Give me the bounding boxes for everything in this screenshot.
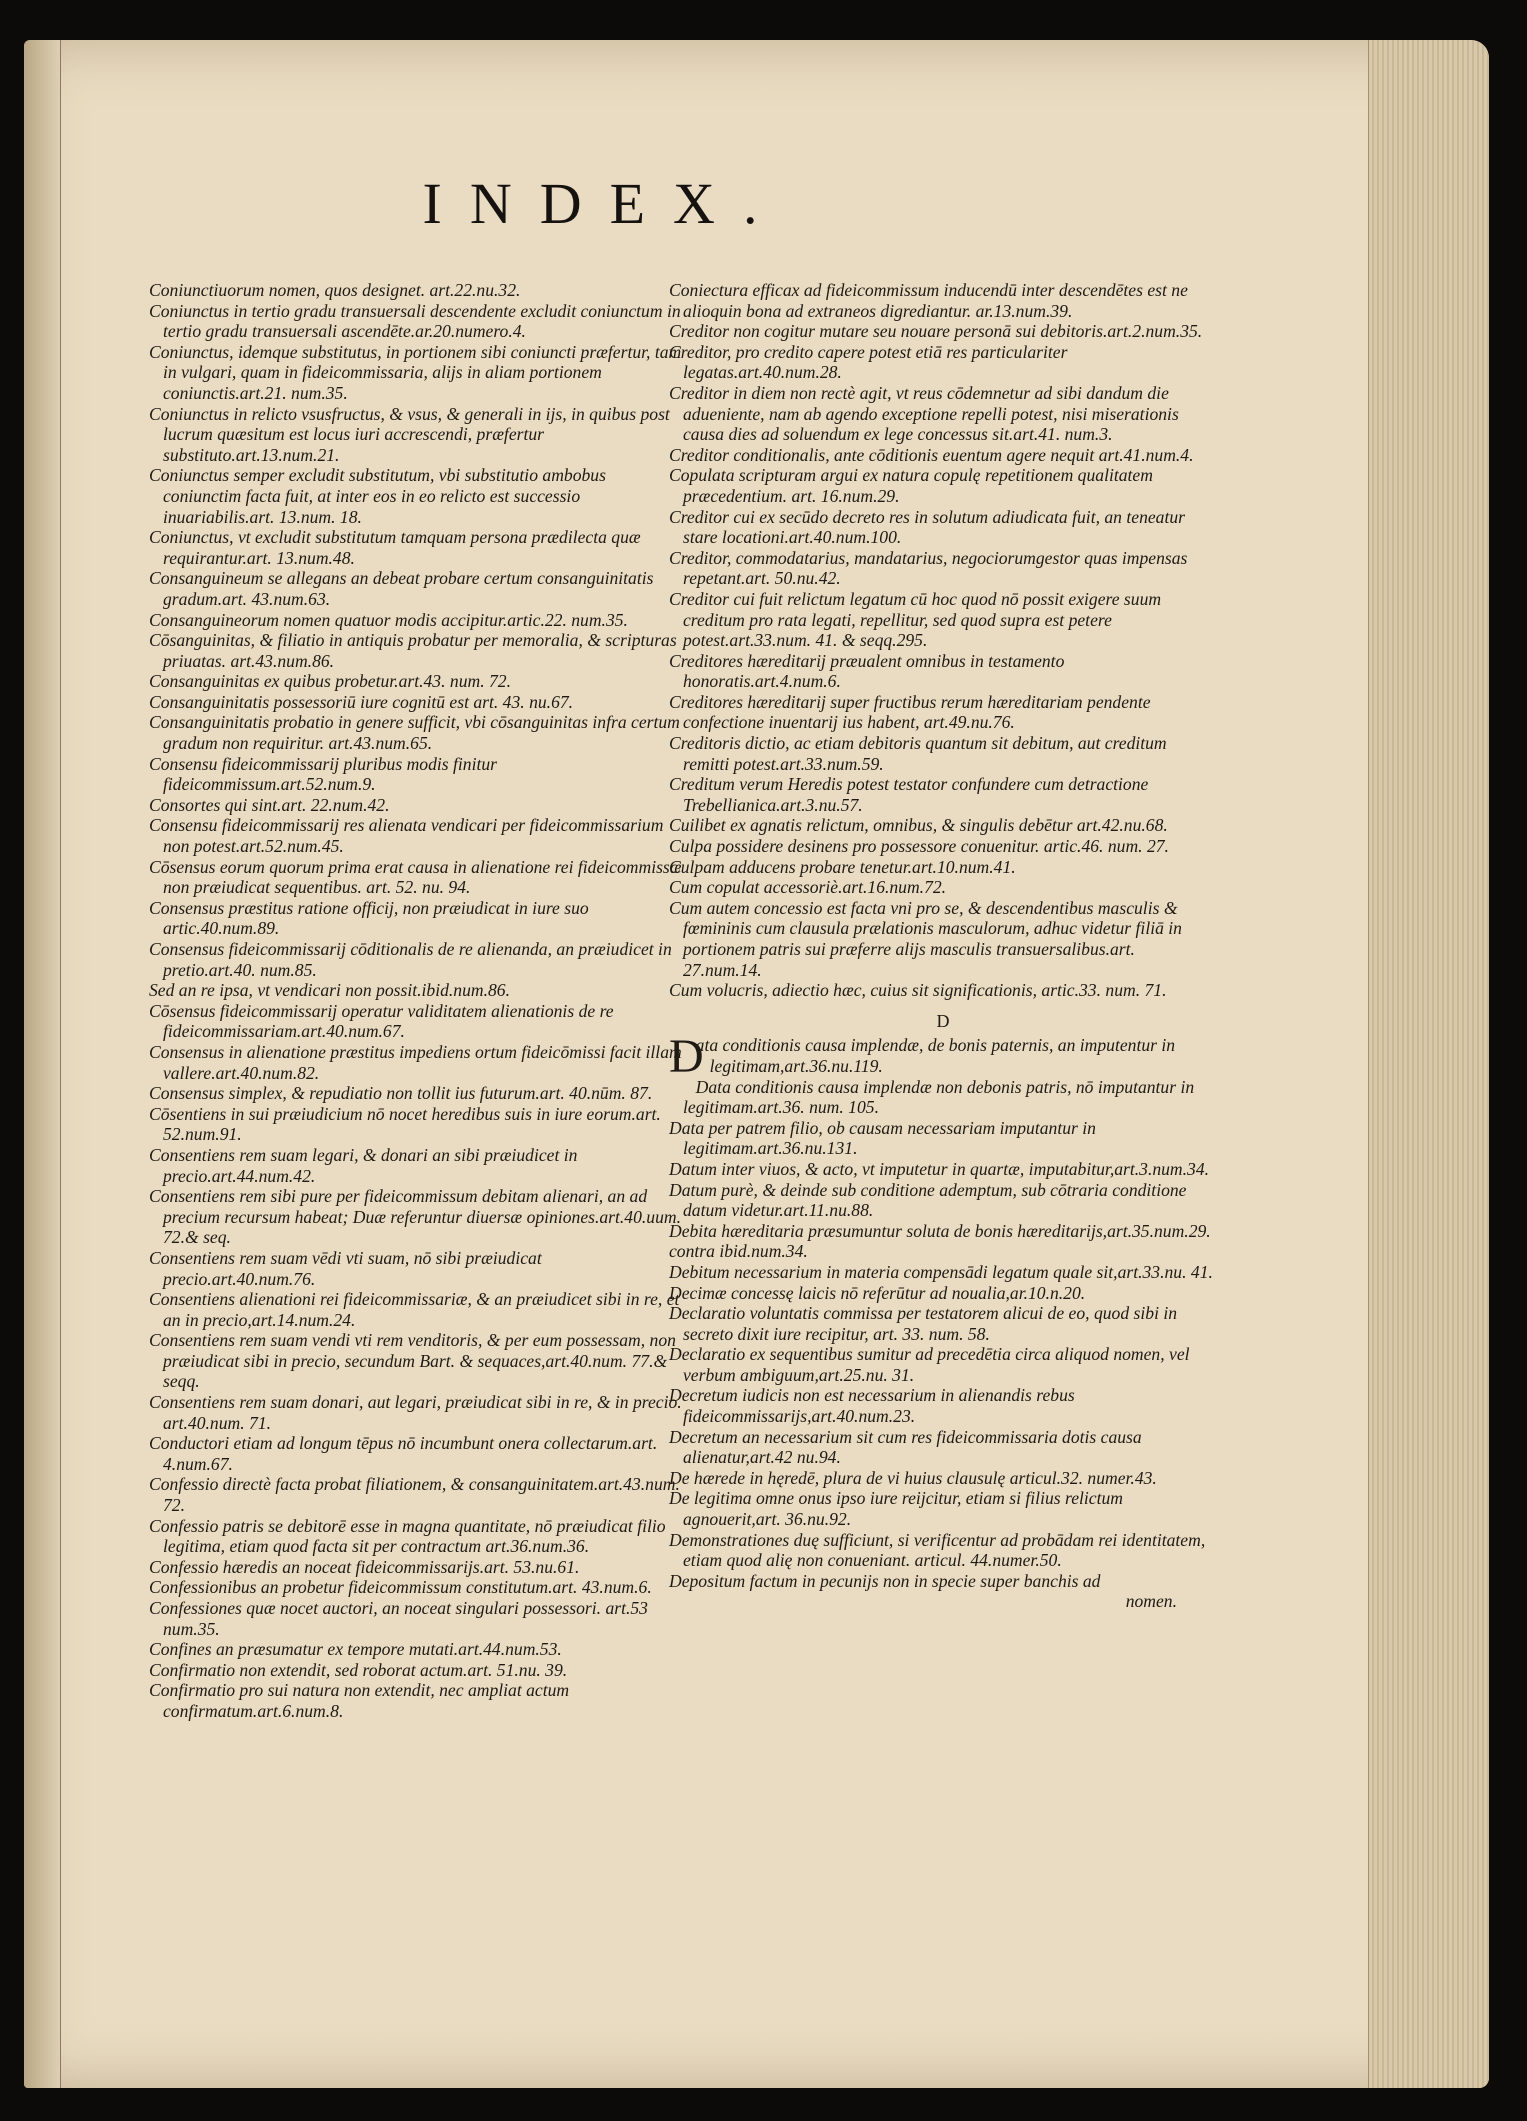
index-entry: Confirmatio non extendit, sed roborat actum.art. 51.nu. 39.	[149, 1659, 568, 1680]
index-entry: Confessio patris se debitorē esse in magna quantitate, nō præiudicat filio legitima, etiam quod facta sit per contractum art.36.num.36.	[149, 1515, 666, 1557]
index-entry: Consensus simplex, & repudiatio non tollit ius futurum.art. 40.nūm. 87.	[149, 1083, 653, 1104]
right-column	[669, 280, 1217, 1612]
index-entry: Coniunctus, vt excludit substitutum tamquam persona prædilecta quæ requirantur.art. 13.num.48.	[149, 527, 641, 568]
index-entry: Consentiens rem sibi pure per fideicommissum debitam alienari, an ad precium recursum habeat; Duæ referuntur diuersæ opiniones.art.40.uum. 72.& seq.	[149, 1186, 682, 1248]
index-entry: Consanguinitatis probatio in genere sufficit, vbi cōsanguinitas infra certum gradum non requiritur. art.43.num.65.	[149, 712, 680, 754]
index-entry: Consanguinitas ex quibus probetur.art.43. num. 72.	[149, 671, 511, 692]
index-entry: Cum autem concessio est facta vni pro se, & descendentibus masculis & fœmininis cum clausula prælationis masculorum, adhuc videtur filiā in portionem patris sui præferre alijs masculis transuersalibus.art. 27.num.14.	[669, 897, 1182, 980]
index-entry: Datum purè, & deinde sub conditione ademptum, sub cōtraria conditione datum videtur.art.11.nu.88.	[669, 1179, 1187, 1221]
index-entry: Datum inter viuos, & acto, vt imputetur in quartæ, imputabitur,art.3.num.34.	[669, 1158, 1210, 1179]
index-entry: Coniunctus in relicto vsusfructus, & vsus, & generali in ijs, in quibus post lucrum quæsitum est locus iuri accrescendi, præfertur substituto.art.13.num.21.	[149, 403, 670, 465]
index-entry: Consentiens alienationi rei fideicommissariæ, & an præiudicet sibi in re, et an in precio,art.14.num.24.	[149, 1289, 680, 1330]
index-entry: Cum copulat accessoriè.art.16.num.72.	[669, 877, 947, 898]
index-entry: Consentiens rem suam vēdi vti suam, nō sibi præiudicat precio.art.40.num.76.	[149, 1247, 542, 1289]
index-entry: Confessiones quæ nocet auctori, an noceat singulari possessori. art.53 num.35.	[149, 1598, 648, 1639]
index-entry: Creditores hæreditarij præualent omnibus in testamento honoratis.art.4.num.6.	[669, 650, 1065, 692]
index-entry: Coniunctus in tertio gradu transuersali descendente excludit coniunctum in tertio gradu transuersali ascendēte.ar.20.numero.4.	[149, 300, 681, 342]
index-entry: Creditor, commodatarius, mandatarius, negociorumgestor quas impensas repetant.art. 50.nu.42.	[669, 547, 1188, 589]
index-entry: Consensus in alienatione præstitus impediens ortum fideicōmissi facit illam vallere.art.40.num.82.	[149, 1041, 682, 1083]
index-entry: Consentiens rem suam vendi vti rem venditoris, & per eum possessam, non præiudicat sibi in precio, secundum Bart. & sequaces,art.40.num. 77.& seqq.	[149, 1330, 676, 1392]
index-entry: Decimæ concessę laicis nō referūtur ad noualia,ar.10.n.20.	[669, 1282, 1086, 1303]
index-entry: Demonstrationes duę sufficiunt, si verificentur ad probādam rei identitatem, etiam quod alię non conueniant. articul. 44.numer.50.	[669, 1529, 1206, 1571]
index-entry: Creditoris dictio, ac etiam debitoris quantum sit debitum, aut creditum remitti potest.art.33.num.59.	[669, 733, 1167, 774]
section-letter: D	[936, 1010, 950, 1031]
index-entry: Decretum iudicis non est necessarium in alienandis rebus fideicommissarijs,art.40.num.23.	[669, 1385, 1075, 1427]
page-fore-edge	[1368, 40, 1489, 2088]
index-entry: Confessionibus an probetur fideicommissum constitutum.art. 43.num.6.	[149, 1577, 652, 1598]
index-entry: Copulata scripturam argui ex natura copulę repetitionem qualitatem præcedentium. art. 16.num.29.	[669, 465, 1153, 506]
book-page	[24, 40, 1489, 2088]
index-entry: Consensu fideicommissarij pluribus modis finitur fideicommissum.art.52.num.9.	[149, 753, 497, 795]
book-gutter	[24, 40, 61, 2088]
index-entry: Debita hæreditaria præsumuntur soluta de bonis hæreditarijs,art.35.num.29.	[669, 1220, 1211, 1241]
index-entry: Consanguineorum nomen quatuor modis accipitur.artic.22. num.35.	[149, 609, 628, 630]
index-entry: Confessio hæredis an noceat fideicommissarijs.art. 53.nu.61.	[149, 1556, 580, 1577]
index-entry: Creditor cui ex secūdo decreto res in solutum adiudicata fuit, an teneatur stare locationi.art.40.num.100.	[669, 506, 1185, 548]
index-entry: Creditum verum Heredis potest testator confundere cum detractione Trebellianica.art.3.nu.57.	[669, 774, 1149, 815]
index-entry: Confines an præsumatur ex tempore mutati.art.44.num.53.	[149, 1639, 562, 1660]
index-entry: Coniunctus, idemque substitutus, in portionem sibi coniuncti præfertur, tam in vulgari, quam in fideicommissaria, alijs in aliam portionem coniunctis.art.21. num.35.	[149, 341, 682, 403]
index-entry: Coniectura efficax ad fideicommissum inducendū inter descendētes est ne alioquin bona ad extraneos digrediantur. ar.13.num.39.	[669, 280, 1188, 321]
index-entry: Declaratio ex sequentibus sumitur ad precedētia circa aliquod nomen, vel verbum ambiguum,art.25.nu. 31.	[669, 1344, 1190, 1385]
index-entry: Decretum an necessarium sit cum res fideicommissaria dotis causa alienatur,art.42 nu.94.	[669, 1426, 1142, 1468]
index-entry: Creditores hæreditarij super fructibus rerum hæreditariam pendente confectione inuentarij ius habent, art.49.nu.76.	[669, 691, 1151, 733]
index-entry: Sed an re ipsa, vt vendicari non possit.ibid.num.86.	[149, 980, 510, 1001]
index-entry: Consentiens rem suam donari, aut legari, præiudicat sibi in re, & in precio. art.40.num. 71.	[149, 1392, 682, 1433]
catchword: nomen.	[1125, 1591, 1177, 1612]
index-entry: Consanguineum se allegans an debeat probare certum consanguinitatis gradum.art. 43.num.63.	[149, 568, 654, 609]
index-entry: Coniunctus semper excludit substitutum, vbi substitutio ambobus coniunctim facta fuit, at inter eos in eo relicto est successio inuariabilis.art. 13.num. 18.	[149, 465, 606, 527]
index-entry: Consortes qui sint.art. 22.num.42.	[149, 794, 390, 815]
page-title: INDEX.	[422, 171, 786, 236]
index-entry: Coniunctiuorum nomen, quos designet. art.22.nu.32.	[149, 280, 521, 300]
left-column	[149, 280, 684, 1722]
index-entry: Data per patrem filio, ob causam necessariam imputantur in legitimam.art.36.nu.131.	[669, 1117, 1096, 1159]
index-entry: Confessio directè facta probat filiationem, & consanguinitatem.art.43.num. 72.	[149, 1474, 680, 1516]
index-entry: Data conditionis causa implendæ, de bonis paternis, an imputentur in legitimam,art.36.nu.119.	[669, 1030, 1176, 1084]
index-entry: Creditor in diem non rectè agit, vt reus cōdemnetur ad sibi dandum die adueniente, nam ab agendo exceptione repelli potest, nisi miserationis causa dies ad soluendum ex lege concessus sit.art.41. num.3.	[669, 382, 1179, 445]
index-entry: Culpa possidere desinens pro possessore conuenitur. artic.46. num. 27.	[669, 836, 1169, 857]
index-entry: Depositum factum in pecunijs non in specie super banchis ad	[669, 1570, 1101, 1591]
index-entry: Data conditionis causa implendæ non debonis patris, nō imputantur in legitimam.art.36. num. 105.	[683, 1076, 1195, 1118]
index-entry: Cōsentiens in sui præiudicium nō nocet heredibus suis in iure eorum.art. 52.num.91.	[149, 1103, 661, 1145]
index-entry: Creditor cui fuit relictum legatum cū hoc quod nō possit exigere suum creditum pro rata legati, repellitur, sed quod supra est petere potest.art.33.num. 41. & seqq.295.	[669, 588, 1162, 651]
index-entry: Consensu fideicommissarij res alienata vendicari per fideicommissarium non potest.art.52.num.45.	[149, 815, 664, 857]
index-entry: De legitima omne onus ipso iure reijcitur, etiam si filius relictum agnouerit,art. 36.nu.92.	[669, 1488, 1123, 1530]
index-entry: Cuilibet ex agnatis relictum, omnibus, & singulis debētur art.42.nu.68.	[669, 815, 1168, 836]
index-entry: Cōsensus eorum quorum prima erat causa in alienatione rei fideicommissæ non præiudicat sequentibus. art. 52. nu. 94.	[149, 856, 682, 898]
index-entry: Consensus præstitus ratione officij, non præiudicat in iure suo artic.40.num.89.	[149, 897, 589, 939]
index-entry: Creditor non cogitur mutare seu nouare personā sui debitoris.art.2.num.35.	[669, 321, 1203, 342]
index-entry: Creditor conditionalis, ante cōditionis euentum agere nequit art.41.num.4.	[669, 444, 1194, 465]
index-entry: Cum volucris, adiectio hæc, cuius sit significationis, artic.33. num. 71.	[669, 980, 1167, 1001]
index-entry: contra ibid.num.34.	[669, 1241, 808, 1262]
index-entry: Consensus fideicommissarij cōditionalis de re alienanda, an præiudicet in pretio.art.40. num.85.	[149, 939, 672, 980]
index-entry: Declaratio voluntatis commissa per testatorem alicui de eo, quod sibi in secreto dixit iure recipitur, art. 33. num. 58.	[669, 1303, 1178, 1344]
index-entry: Debitum necessarium in materia compensādi legatum quale sit,art.33.nu. 41.	[669, 1261, 1213, 1282]
index-entry: Conductori etiam ad longum tēpus nō incumbunt onera collectarum.art. 4.num.67.	[149, 1433, 658, 1474]
index-entry: De hærede in hęredē, plura de vi huius clausulę articul.32. numer.43.	[669, 1467, 1157, 1488]
index-entry: Cōsensus fideicommissarij operatur validitatem alienationis de re fideicommissariam.art.40.num.67.	[149, 1000, 614, 1042]
index-entry: Confirmatio pro sui natura non extendit, nec ampliat actum confirmatum.art.6.num.8.	[149, 1680, 570, 1721]
index-entry: Creditor, pro credito capere potest etiā res particulariter legatas.art.40.num.28.	[669, 341, 1068, 383]
index-entry: Consanguinitatis possessoriū iure cognitū est art. 43. nu.67.	[149, 691, 574, 712]
index-entry: Cōsanguinitas, & filiatio in antiquis probatur per memoralia, & scripturas priuatas. art.43.num.86.	[149, 630, 677, 671]
index-entry: Consentiens rem suam legari, & donari an sibi præiudicet in precio.art.44.num.42.	[149, 1144, 578, 1186]
index-entry: Culpam adducens probare tenetur.art.10.num.41.	[669, 856, 1016, 877]
